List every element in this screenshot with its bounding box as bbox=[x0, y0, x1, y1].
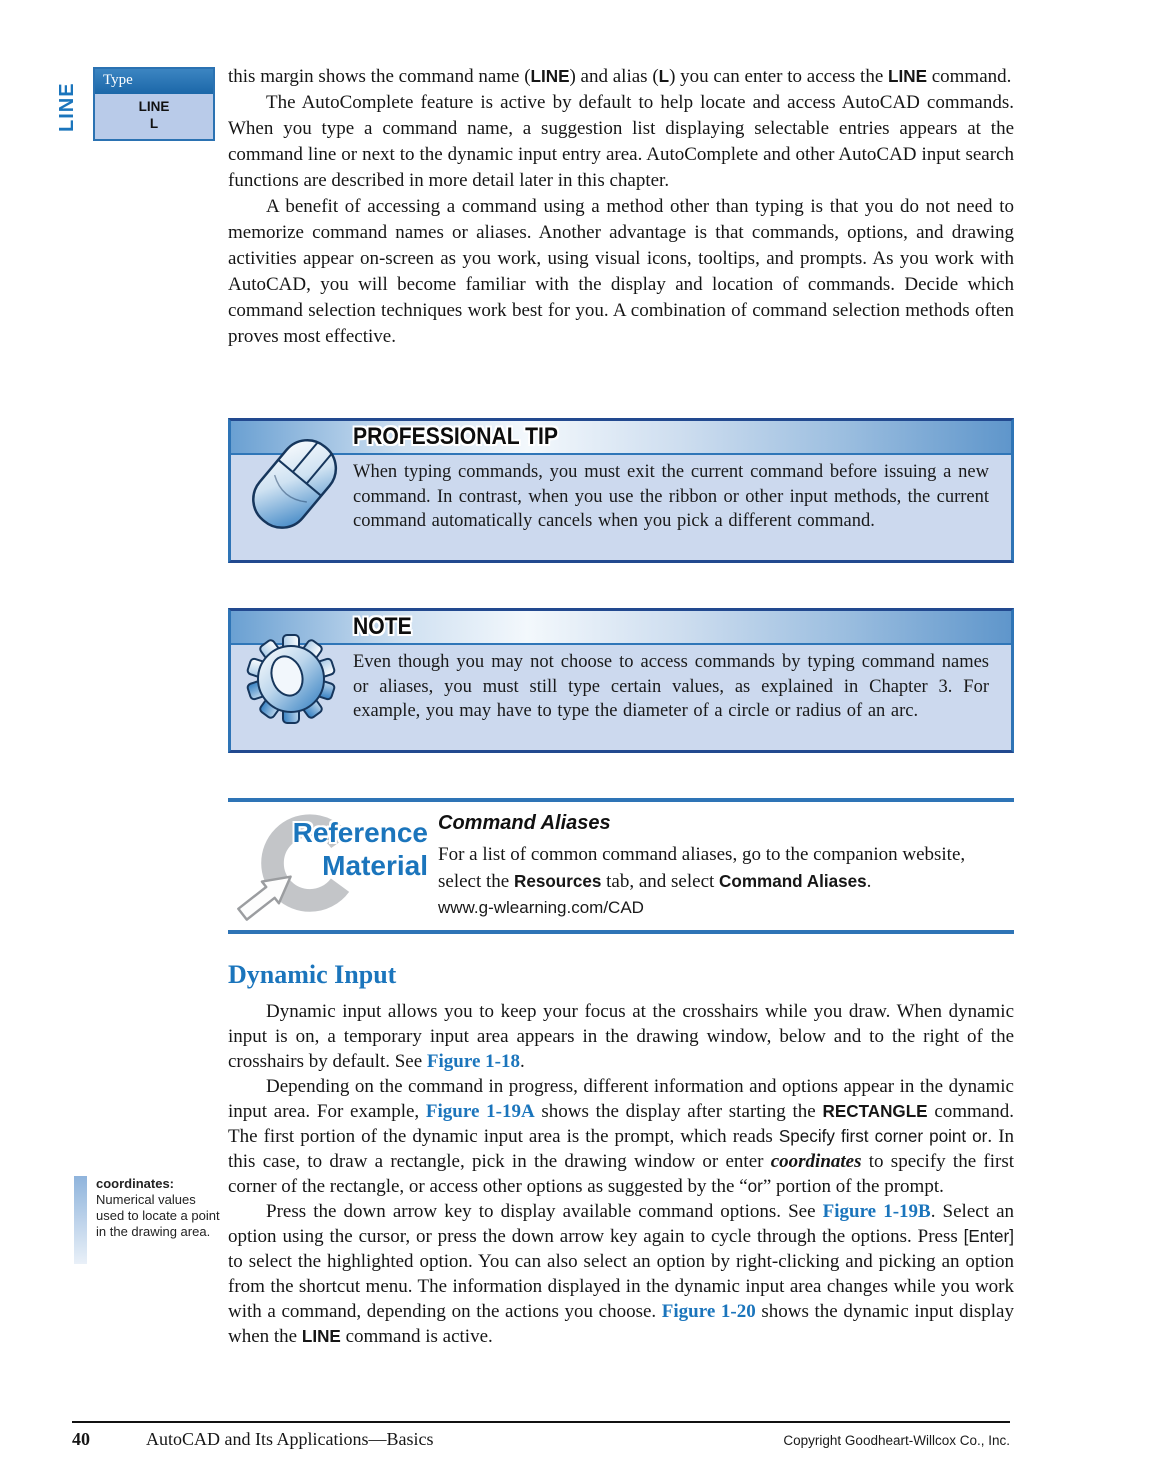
section-heading: Dynamic Input bbox=[228, 960, 397, 989]
paragraph: A benefit of accessing a command using a method other than typing is that you do not need to memorize command names or aliases. Another advantage is that commands, options, and drawing activities appear on-screen as you work, using visual icons, tooltips, and prompts. As you work with AutoCAD, you will become familiar with the display and location of commands. Decide which command selection techniques work best for you. A combination of command selection methods often proves most effective. bbox=[228, 196, 1014, 347]
reference-url: www.g-wlearning.com/CAD bbox=[438, 898, 644, 917]
page-number: 40 bbox=[72, 1429, 90, 1449]
command-access-entries bbox=[95, 94, 213, 139]
paragraph: Depending on the command in progress, different information and options appear in the dynamic input area. For example, Figure 1-19A shows the display after starting the RECTANGLE command. The first portion of the dynamic input area is the prompt, which reads Specify first corner point or. In this case, to draw a rectangle, pick in the drawing window or enter coordinates to specify the first corner of the rectangle, or access other options as suggested by the “or” portion of the prompt. bbox=[228, 1076, 1015, 1197]
dynamic-input-section bbox=[228, 960, 1014, 1349]
command-entry: LINE bbox=[138, 99, 170, 114]
command-access-box bbox=[93, 67, 215, 141]
book-title: AutoCAD and Its Applications—Basics bbox=[146, 1429, 434, 1449]
reference-material-logo bbox=[228, 808, 430, 926]
margin-command-vertical-label bbox=[56, 62, 82, 132]
gear-icon bbox=[237, 617, 347, 747]
paragraph: The AutoComplete feature is active by default to help locate and access AutoCAD commands. When you type a command name, a suggestion list displaying selectable entries appears at the command line or next to the dynamic input entry area. AutoComplete and other AutoCAD input search functions are described in more detail later in this chapter. bbox=[228, 92, 1014, 191]
vertical-command-name: LINE bbox=[56, 82, 78, 132]
professional-tip-title: PROFESSIONAL TIP bbox=[353, 423, 558, 450]
command-entry: L bbox=[149, 116, 159, 131]
definition-text bbox=[96, 1176, 222, 1264]
reference-material-content bbox=[438, 808, 1008, 930]
reference-description: For a list of common command aliases, go to the companion website, select the Resources tab, and select Command Aliases. bbox=[438, 844, 966, 892]
reference-material-section bbox=[228, 798, 1014, 934]
paragraph: Press the down arrow key to display available command options. See Figure 1-19B. Select an option using the cursor, or press the down arrow key again to cycle through the options. Press [Enter] to select the highlighted option. You can also select an option by right-clicking and picking an option from the shortcut menu. The information displayed in the dynamic input area changes while you work with a command, depending on the actions you choose. Figure 1-20 shows the dynamic input display when the LINE command is active. bbox=[228, 1201, 1014, 1347]
mouse-icon bbox=[237, 427, 347, 557]
reference-topic-heading: Command Aliases bbox=[438, 812, 611, 834]
paragraph: Dynamic input allows you to keep your focus at the crosshairs while you draw. When dynamic input is on, a temporary input area appears in the drawing window, below and to the right of the crosshairs by default. See Figure 1-18. bbox=[228, 1001, 1014, 1072]
note-header bbox=[231, 611, 1011, 645]
margin-definition bbox=[74, 1176, 224, 1264]
reference-material-wordmark: Reference Material bbox=[292, 817, 428, 881]
definition-body: Numerical values used to locate a point in the drawing area. bbox=[96, 1192, 220, 1239]
command-access-method-label: Type bbox=[95, 69, 213, 94]
intro-paragraphs bbox=[228, 64, 1014, 350]
copyright-notice: Copyright Goodheart-Willcox Co., Inc. bbox=[783, 1433, 1010, 1448]
note-box bbox=[228, 608, 1014, 753]
professional-tip-text: When typing commands, you must exit the current command before issuing a new command. In contrast, when you use the ribbon or other input methods, the current command automatically cancels when you pick a different command. bbox=[353, 462, 989, 531]
definition-term: coordinates: bbox=[96, 1176, 175, 1191]
definition-accent-bar bbox=[74, 1176, 87, 1264]
professional-tip-box bbox=[228, 418, 1014, 563]
page-footer bbox=[72, 1421, 1010, 1450]
note-title: NOTE bbox=[353, 613, 412, 640]
paragraph: this margin shows the command name (LINE) and alias (L) you can enter to access the LINE command. bbox=[228, 66, 1012, 87]
note-text: Even though you may not choose to access commands by typing command names or aliases, you must still type certain values, as explained in Chapter 3. For example, you may have to type the diameter of a circle or radius of an arc. bbox=[353, 652, 989, 721]
professional-tip-header bbox=[231, 421, 1011, 455]
